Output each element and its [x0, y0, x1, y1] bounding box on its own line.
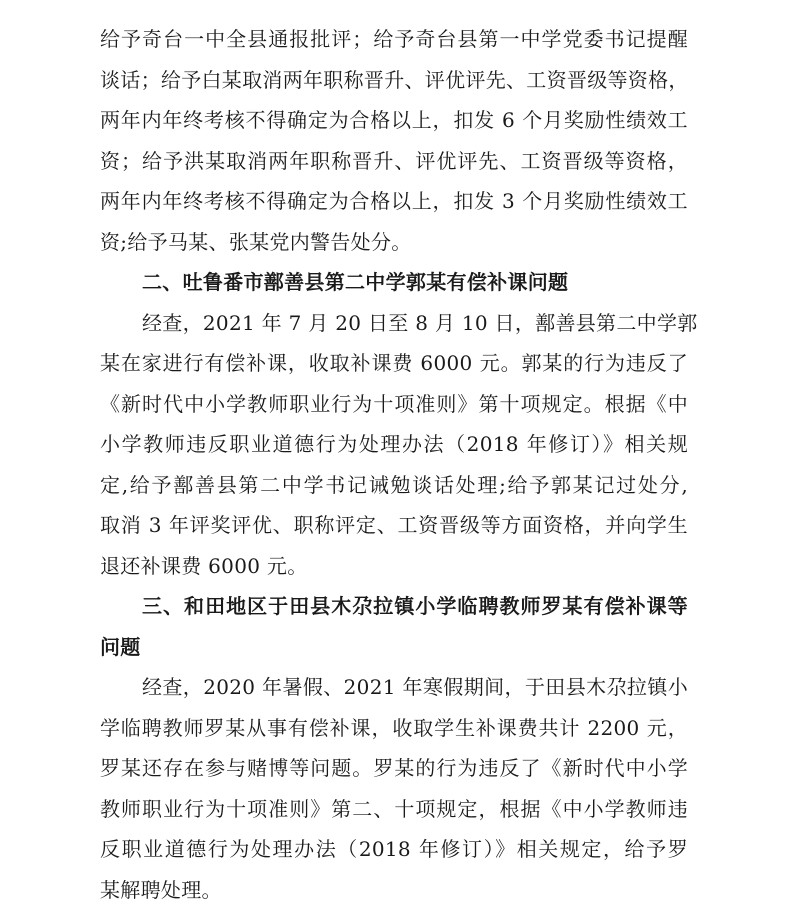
text-line: 经查，2020 年暑假、2021 年寒假期间，于田县木尕拉镇小	[100, 667, 688, 708]
text-line: 反职业道德行为处理办法（2018 年修订）》相关规定，给予罗	[100, 829, 688, 870]
text-line: 资;给予马某、张某党内警告处分。	[100, 222, 688, 263]
text-line: 两年内年终考核不得确定为合格以上，扣发 6 个月奖励性绩效工	[100, 100, 688, 141]
text-line: 罗某还存在参与赌博等问题。罗某的行为违反了《新时代中小学	[100, 748, 688, 789]
heading-line: 二、吐鲁番市鄯善县第二中学郭某有偿补课问题	[100, 262, 688, 303]
text-line: 资；给予洪某取消两年职称晋升、评优评先、工资晋级等资格，	[100, 141, 688, 182]
text-line: 谈话；给予白某取消两年职称晋升、评优评先、工资晋级等资格，	[100, 60, 688, 101]
heading-line: 三、和田地区于田县木尕拉镇小学临聘教师罗某有偿补课等	[100, 586, 688, 627]
paragraph-section-3	[100, 667, 688, 910]
document-body	[100, 19, 688, 910]
text-line: 某在家进行有偿补课，收取补课费 6000 元。郭某的行为违反了	[100, 343, 688, 384]
text-line: 退还补课费 6000 元。	[100, 546, 688, 587]
text-line: 两年内年终考核不得确定为合格以上，扣发 3 个月奖励性绩效工	[100, 181, 688, 222]
text-line: 取消 3 年评奖评优、职称评定、工资晋级等方面资格，并向学生	[100, 505, 688, 546]
text-line: 定,给予鄯善县第二中学书记诫勉谈话处理;给予郭某记过处分,	[100, 465, 688, 506]
text-line: 小学教师违反职业道德行为处理办法（2018 年修订）》相关规	[100, 424, 688, 465]
text-line: 学临聘教师罗某从事有偿补课，收取学生补课费共计 2200 元，	[100, 708, 688, 749]
paragraph-section-2	[100, 303, 688, 587]
text-line: 《新时代中小学教师职业行为十项准则》第十项规定。根据《中	[100, 384, 688, 425]
heading-line: 问题	[100, 627, 688, 668]
text-line: 某解聘处理。	[100, 870, 688, 910]
text-line: 经查，2021 年 7 月 20 日至 8 月 10 日，鄯善县第二中学郭	[100, 303, 688, 344]
text-line: 教师职业行为十项准则》第二、十项规定，根据《中小学教师违	[100, 789, 688, 830]
paragraph-section-1-continued	[100, 19, 688, 262]
text-line: 给予奇台一中全县通报批评；给予奇台县第一中学党委书记提醒	[100, 19, 688, 60]
heading-section-2	[100, 262, 688, 303]
heading-section-3	[100, 586, 688, 667]
